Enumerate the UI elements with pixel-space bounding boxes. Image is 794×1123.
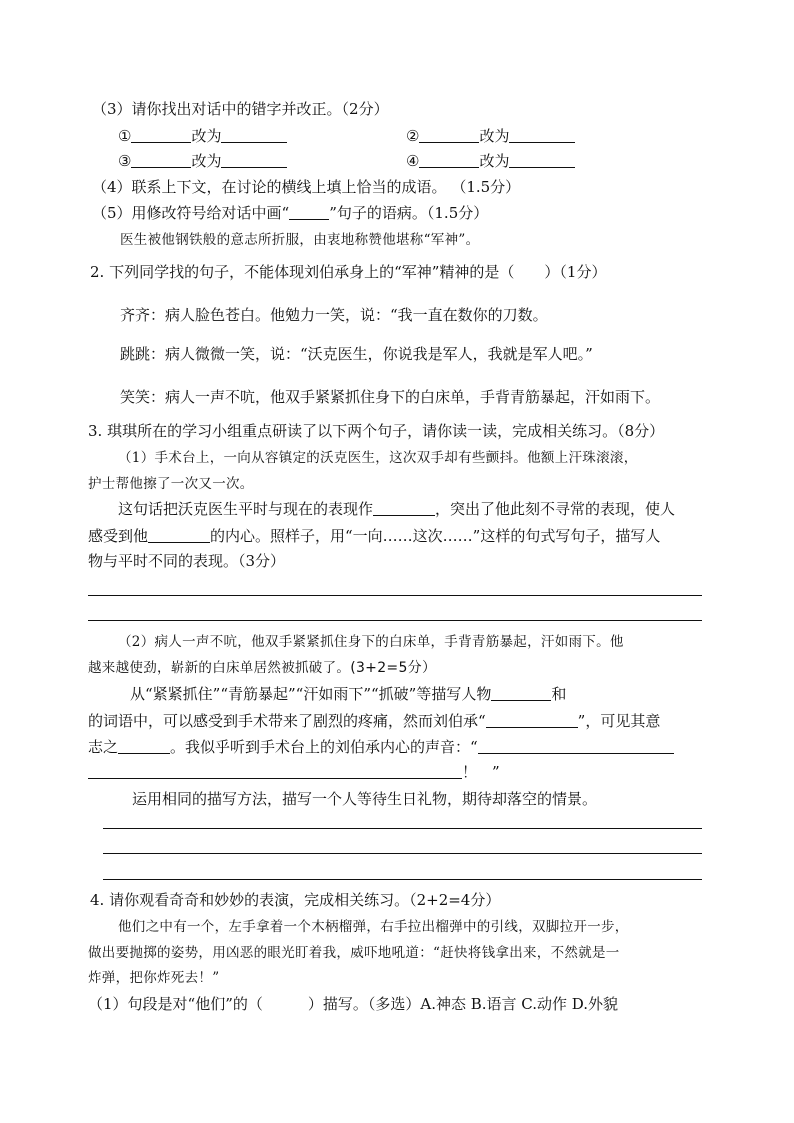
- text: 越来越使劲，崭新的白床单居然被抓破了。: [88, 660, 351, 676]
- q4-text-line2: 做出要抛掷的姿势，用凶恶的眼光盯着我，威吓地吼道：“赶快将钱拿出来，不然就是一: [88, 945, 620, 961]
- fill-row-1: [118, 126, 287, 146]
- q3-s1-line1: （1）手术台上，一向从容镇定的沃克医生，这次双手却有些颤抖。他额上汗珠滚滚，: [118, 450, 638, 466]
- q2-option-tiaotiao: 跳跳：病人微微一笑，说：“沃克医生，你说我是军人，我就是军人吧。”: [120, 345, 593, 363]
- q4-stem: 4. 请你观看奇奇和妙妙的表演，完成相关练习。（2+2=4分）: [90, 891, 501, 909]
- fill-row-2: [118, 151, 287, 171]
- answer-line[interactable]: [88, 595, 702, 596]
- blank[interactable]: [221, 127, 287, 143]
- marker-4: ④: [406, 152, 420, 170]
- q3-p1-line1: [118, 499, 675, 519]
- q3-p2-line4: [88, 762, 500, 782]
- answer-line[interactable]: [103, 879, 702, 880]
- text: 这句话把沃克医生平时与现在的表现作: [118, 500, 374, 518]
- text: 感受到他: [88, 527, 149, 545]
- q3-s2-line2: [88, 658, 436, 678]
- text: 和: [551, 685, 567, 703]
- q4-text-line1: 他们之中有一个，左手拿着一个木柄榴弹，右手拉出榴弹中的引线，双脚拉开一步，: [118, 919, 629, 935]
- blank[interactable]: [419, 152, 479, 168]
- text: 的词语中，可以感受到手术带来了剧烈的疼痛，然而刘伯承“: [88, 712, 486, 730]
- fill-row-2b: [406, 151, 575, 171]
- q2-stem: 2. 下列同学找的句子，不能体现刘伯承身上的“军神”精神的是（ ）（1分）: [90, 263, 607, 281]
- answer-line[interactable]: [103, 828, 702, 829]
- blank: [289, 204, 329, 220]
- text: ！ ”: [462, 763, 500, 781]
- marker-1: ①: [118, 127, 132, 145]
- blank[interactable]: [131, 127, 191, 143]
- blank[interactable]: [509, 152, 575, 168]
- q3-s2-line1: （2）病人一声不吭，他双手紧紧抓住身下的白床单，手背青筋暴起，汗如雨下。他: [118, 634, 624, 650]
- blank[interactable]: [118, 738, 170, 754]
- blank[interactable]: [509, 127, 575, 143]
- text: 从“紧紧抓住”“青筋暴起”“汗如雨下”“抓破”等描写人物: [130, 685, 492, 703]
- q4-text-line3: 炸弹，把你炸死去！”: [88, 970, 220, 986]
- text: 志之: [88, 738, 119, 756]
- q1-part5: [92, 203, 488, 223]
- part5-text-b: ”句子的语病。（1.5分）: [329, 204, 489, 222]
- gaiwei-label: 改为: [479, 152, 510, 170]
- gaiwei-label: 改为: [191, 152, 222, 170]
- gaiwei-label: 改为: [191, 127, 222, 145]
- part5-text-a: （5）用修改符号给对话中画“: [92, 204, 290, 222]
- q3-p3: 运用相同的描写方法，描写一个人等待生日礼物，期待却落空的情景。: [132, 790, 598, 808]
- score: (3+2=5分）: [350, 660, 437, 676]
- marker-2: ②: [406, 127, 420, 145]
- blank[interactable]: [491, 685, 551, 701]
- text: ”，可见其意: [577, 712, 661, 730]
- gaiwei-label: 改为: [479, 127, 510, 145]
- q2-option-qiqi: 齐齐：病人脸色苍白。他勉力一笑，说：“我一直在数你的刀数。: [120, 306, 548, 324]
- q4-sub1: （1）句段是对“他们”的（ ）描写。（多选）A.神态 B.语言 C.动作 D.外貌: [88, 995, 619, 1013]
- fill-row-1b: [406, 126, 575, 146]
- blank[interactable]: [373, 500, 435, 516]
- q3-s1-line2: 护士帮他擦了一次又一次。: [88, 476, 254, 492]
- q1-part3: （3）请你找出对话中的错字并改正。（2分）: [92, 100, 389, 118]
- q3-p1-line3: 物与平时不同的表现。（3分）: [88, 552, 286, 570]
- blank[interactable]: [88, 763, 462, 779]
- blank[interactable]: [131, 152, 191, 168]
- text: ，突出了他此刻不寻常的表现，使人: [435, 500, 676, 518]
- marker-3: ③: [118, 152, 132, 170]
- q1-sentence: 医生被他钢铁般的意志所折服，由衷地称赞他堪称“军神”。: [120, 232, 480, 248]
- q3-p1-line2: [88, 526, 660, 546]
- answer-line[interactable]: [103, 853, 702, 854]
- blank[interactable]: [486, 712, 578, 728]
- blank[interactable]: [419, 127, 479, 143]
- q3-p2-line1: [130, 684, 566, 704]
- blank[interactable]: [221, 152, 287, 168]
- blank[interactable]: [478, 738, 674, 754]
- q1-part4: （4）联系上下文，在讨论的横线上填上恰当的成语。 （1.5分）: [92, 178, 521, 196]
- text: 的内心。照样子，用“一向……这次……”这样的句式写句子，描写人: [210, 527, 661, 545]
- q3-p2-line3: [88, 737, 674, 757]
- q2-option-xiaoxiao: 笑笑：病人一声不吭，他双手紧紧抓住身下的白床单，手背青筋暴起，汗如雨下。: [120, 388, 661, 406]
- blank[interactable]: [148, 527, 210, 543]
- q3-p2-line2: [88, 711, 660, 731]
- answer-line[interactable]: [88, 620, 702, 621]
- text: 。我似乎听到手术台上的刘伯承内心的声音：“: [170, 738, 478, 756]
- q3-stem: 3. 琪琪所在的学习小组重点研读了以下两个句子，请你读一读，完成相关练习。（8分）: [88, 422, 665, 440]
